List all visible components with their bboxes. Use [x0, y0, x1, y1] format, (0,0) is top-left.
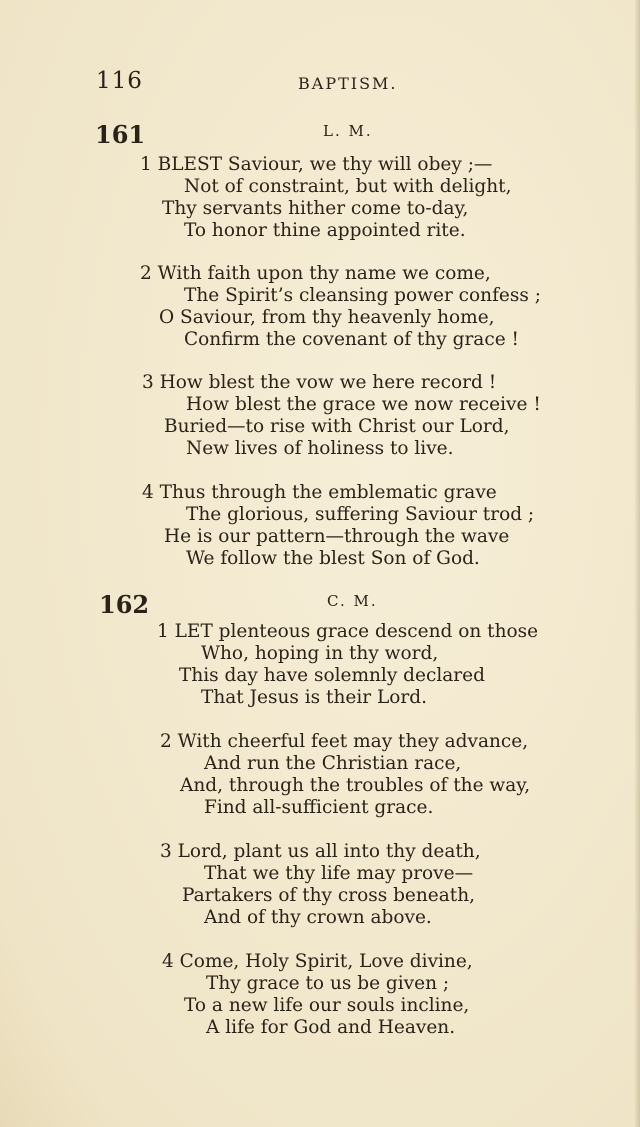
- verse-line: Thy servants hither come to-day,: [162, 198, 469, 219]
- verse-line: Who, hoping in thy word,: [201, 643, 439, 664]
- page-number: 116: [96, 68, 143, 94]
- hymn-meter: L. M.: [323, 122, 373, 140]
- verse-line: Buried—to rise with Christ our Lord,: [164, 416, 510, 437]
- verse-line: To a new life our souls incline,: [184, 995, 470, 1016]
- verse-line: That Jesus is their Lord.: [201, 687, 427, 708]
- verse-line: We follow the blest Son of God.: [186, 548, 480, 569]
- verse-line: O Saviour, from thy heavenly home,: [159, 307, 495, 328]
- hymn-number: 162: [99, 590, 150, 619]
- verse-line: Confirm the covenant of thy grace !: [184, 329, 519, 350]
- hymn-meter: C. M.: [327, 592, 378, 610]
- verse-line: To honor thine appointed rite.: [184, 220, 466, 241]
- verse-line: A life for God and Heaven.: [206, 1017, 456, 1038]
- verse-line: Find all-sufficient grace.: [204, 797, 434, 818]
- verse-line: 1 BLEST Saviour, we thy will obey ;—: [140, 154, 493, 175]
- verse-line: Thy grace to us be given ;: [206, 973, 450, 994]
- verse-line: The Spirit’s cleansing power confess ;: [184, 285, 541, 306]
- verse-line: 1 LET plenteous grace descend on those: [157, 621, 539, 642]
- page-edge-shadow: [634, 0, 640, 1127]
- verse-line: 2 With faith upon thy name we come,: [140, 263, 491, 284]
- verse-line: New lives of holiness to live.: [186, 438, 454, 459]
- verse-line: And of thy crown above.: [204, 907, 432, 928]
- verse-line: And, through the troubles of the way,: [180, 775, 531, 796]
- verse-line: 4 Thus through the emblematic grave: [142, 482, 497, 503]
- verse-line: 3 How blest the vow we here record !: [142, 372, 497, 393]
- verse-line: He is our pattern—through the wave: [164, 526, 510, 547]
- verse-line: This day have solemnly declared: [179, 665, 485, 686]
- verse-line: How blest the grace we now receive !: [186, 394, 541, 415]
- section-title: BAPTISM.: [298, 74, 398, 93]
- verse-line: That we thy life may prove—: [204, 863, 474, 884]
- verse-line: 2 With cheerful feet may they advance,: [160, 731, 529, 752]
- verse-line: The glorious, suffering Saviour trod ;: [186, 504, 535, 525]
- verse-line: Not of constraint, but with delight,: [184, 176, 512, 197]
- verse-line: Partakers of thy cross beneath,: [182, 885, 476, 906]
- verse-line: 4 Come, Holy Spirit, Love divine,: [162, 951, 473, 972]
- hymn-number: 161: [95, 120, 146, 149]
- verse-line: 3 Lord, plant us all into thy death,: [160, 841, 481, 862]
- verse-line: And run the Christian race,: [204, 753, 462, 774]
